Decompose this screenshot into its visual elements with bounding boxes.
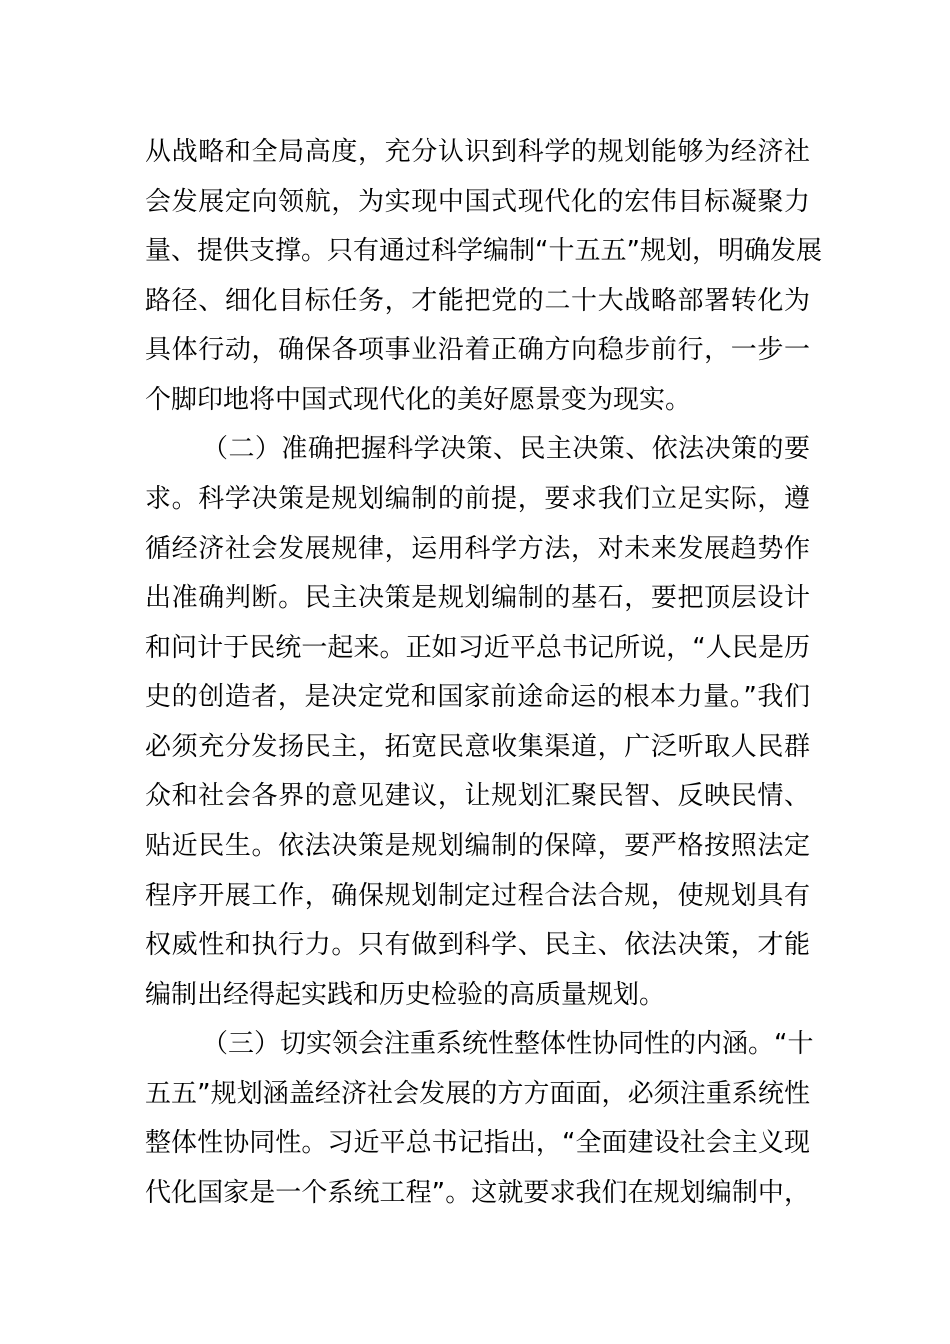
text-line: 从战略和全局高度，充分认识到科学的规划能够为经济社 bbox=[145, 137, 810, 167]
text-line: 必须充分发扬民主，拓宽民意收集渠道，广泛听取人民群 bbox=[145, 732, 810, 762]
text-line: 权威性和执行力。只有做到科学、民主、依法决策，才能 bbox=[145, 930, 810, 960]
text-line: 出准确判断。民主决策是规划编制的基石，要把顶层设计 bbox=[145, 583, 810, 613]
text-line: 整体性协同性。习近平总书记指出，“全面建设社会主义现 bbox=[145, 1128, 810, 1158]
text-line: 求。科学决策是规划编制的前提，要求我们立足实际，遵 bbox=[145, 484, 810, 514]
text-line: （三）切实领会注重系统性整体性协同性的内涵。“十 bbox=[202, 1029, 814, 1059]
text-line: 史的创造者，是决定党和国家前途命运的根本力量。”我们 bbox=[145, 682, 810, 712]
text-line: 编制出经得起实践和历史检验的高质量规划。 bbox=[145, 980, 666, 1010]
text-line: 程序开展工作，确保规划制定过程合法合规，使规划具有 bbox=[145, 881, 810, 911]
text-line: 贴近民生。依法决策是规划编制的保障，要严格按照法定 bbox=[145, 831, 810, 861]
text-line: 和问计于民统一起来。正如习近平总书记所说，“人民是历 bbox=[145, 633, 810, 663]
text-line: 五五”规划涵盖经济社会发展的方方面面，必须注重系统性 bbox=[145, 1079, 810, 1109]
text-line: 路径、细化目标任务，才能把党的二十大战略部署转化为 bbox=[145, 286, 810, 316]
text-line: 众和社会各界的意见建议，让规划汇聚民智、反映民情、 bbox=[145, 781, 810, 811]
text-line: 量、提供支撑。只有通过科学编制“十五五”规划，明确发展 bbox=[145, 236, 822, 266]
text-line: 具体行动，确保各项事业沿着正确方向稳步前行，一步一 bbox=[145, 335, 810, 365]
text-line: 个脚印地将中国式现代化的美好愿景变为现实。 bbox=[145, 385, 692, 415]
text-line: 循经济社会发展规律，运用科学方法，对未来发展趋势作 bbox=[145, 534, 810, 564]
text-line: 代化国家是一个系统工程”。这就要求我们在规划编制中， bbox=[145, 1178, 810, 1208]
text-line: （二）准确把握科学决策、民主决策、依法决策的要 bbox=[202, 434, 810, 464]
text-line: 会发展定向领航，为实现中国式现代化的宏伟目标凝聚力 bbox=[145, 187, 810, 217]
